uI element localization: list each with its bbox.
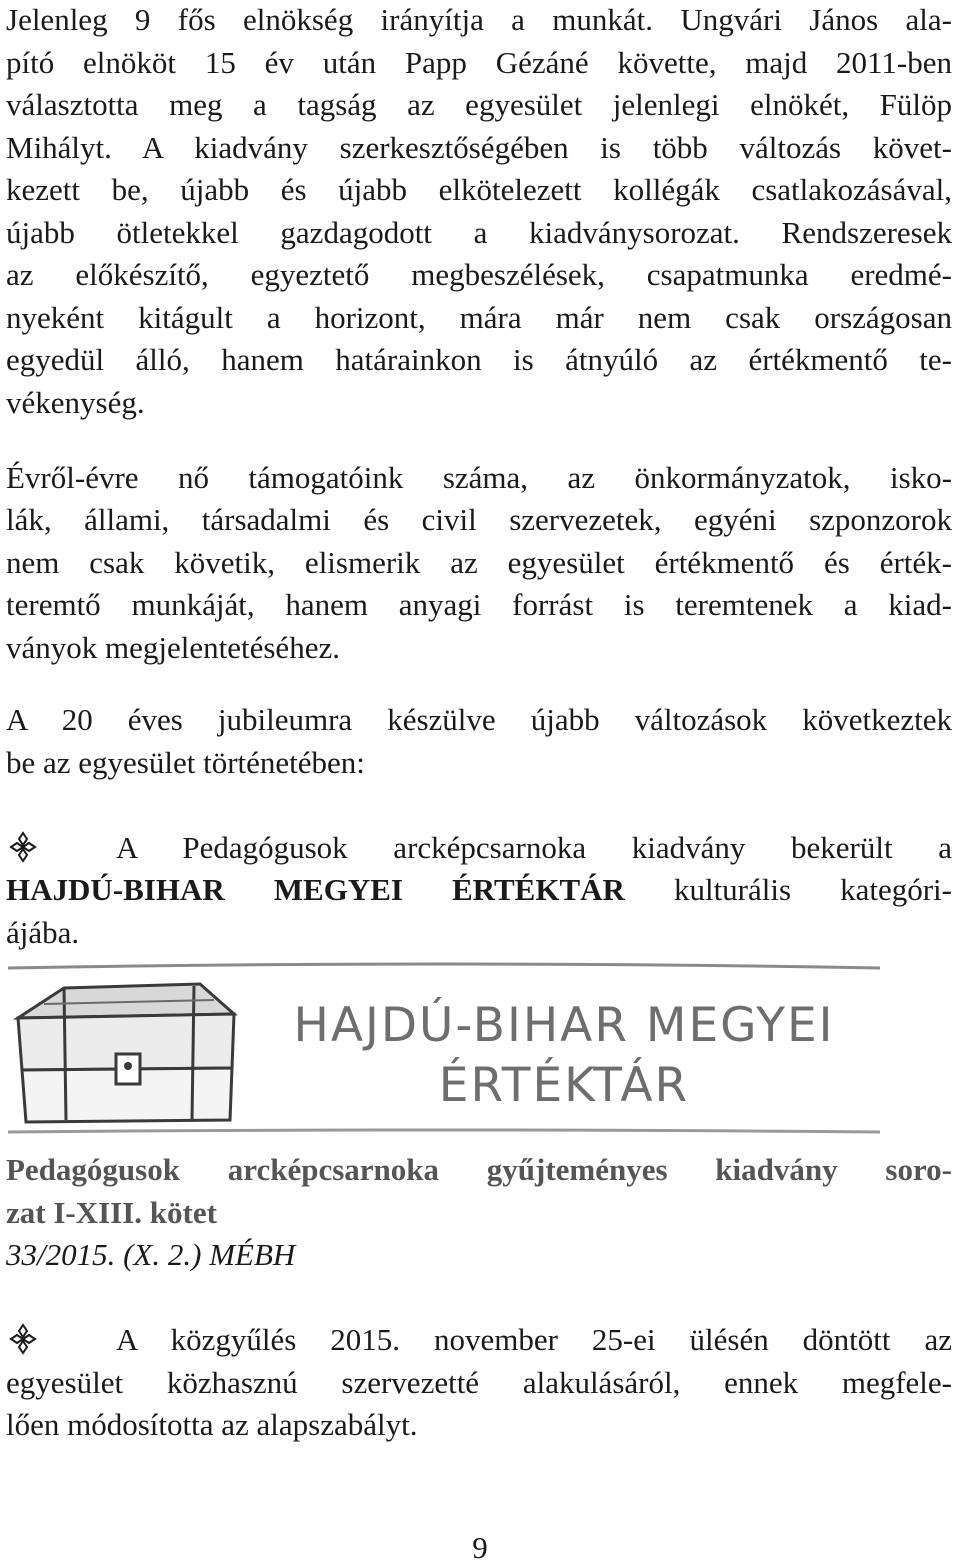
paragraph-line: az előkészítő, egyeztető megbeszélések, csapatmunka eredmé-	[6, 257, 952, 292]
paragraph-line: egyedül álló, hanem határainkon is átnyúló az értékmentő te-	[6, 342, 952, 377]
logo-title-line-2: ÉRTÉKTÁR	[438, 1058, 690, 1113]
treasure-chest-icon	[18, 984, 234, 1122]
paragraph-line: Jelenleg 9 fős elnökség irányítja a munkát. Ungvári János ala-	[6, 2, 952, 37]
paragraph-line: teremtő munkáját, hanem anyagi forrást is teremtenek a kiad-	[6, 587, 952, 622]
paragraph-line: nem csak követik, elismerik az egyesület értékmentő és érték-	[6, 545, 952, 580]
paragraph-line: be az egyesület történetében:	[6, 745, 365, 780]
paragraph-line: nyeként kitágult a horizont, mára már nem csak országosan	[6, 300, 952, 335]
bullet-line	[6, 872, 952, 908]
paragraph-line: kezett be, újabb és újabb elkötelezett kollégák csatlakozásával,	[6, 172, 952, 207]
paragraph-line: A 20 éves jubileumra készülve újabb változások következtek	[6, 702, 952, 737]
logo-title-line-1: HAJDÚ-BIHAR MEGYEI	[293, 998, 835, 1053]
ertektar-logo	[4, 958, 880, 1138]
caption-reference: 33/2015. (X. 2.) MÉBH	[6, 1237, 296, 1272]
diamond-bullet-icon	[6, 830, 40, 864]
diamond-bullet-icon	[6, 1322, 40, 1356]
bullet-line: A közgyűlés 2015. november 25-ei ülésén döntött az	[116, 1322, 952, 1357]
paragraph-line: választotta meg a tagság az egyesület jelenlegi elnökét, Fülöp	[6, 87, 952, 122]
bullet-line: ájába.	[6, 915, 80, 950]
paragraph-line: újabb ötletekkel gazdagodott a kiadványsorozat. Rendszeresek	[6, 215, 952, 250]
bullet-line: A Pedagógusok arcképcsarnoka kiadvány bekerült a	[116, 830, 952, 865]
paragraph-line: Mihályt. A kiadvány szerkesztőségében is több változás követ-	[6, 130, 952, 165]
page-number: 9	[472, 1530, 488, 1565]
paragraph-line: pító elnököt 15 év után Papp Gézáné követte, majd 2011-ben	[6, 45, 952, 80]
paragraph-line: Évről-évre nő támogatóink száma, az önkormányzatok, isko-	[6, 460, 952, 495]
caption-title-line: Pedagógusok arcképcsarnoka gyűjteményes kiadvány soro-	[6, 1152, 952, 1187]
bullet-line: lően módosította az alapszabályt.	[6, 1407, 418, 1442]
value-register-title: HAJDÚ-BIHAR MEGYEI ÉRTÉKTÁR	[6, 872, 625, 907]
paragraph-line: lák, állami, társadalmi és civil szervezetek, egyéni szponzorok	[6, 502, 952, 537]
paragraph-line: vékenység.	[6, 385, 145, 420]
bullet-line-rest: kulturális kategóri-	[624, 872, 952, 907]
caption-title-line: zat I-XIII. kötet	[6, 1195, 217, 1230]
paragraph-line: ványok megjelentetéséhez.	[6, 630, 340, 665]
bullet-line: egyesület közhasznú szervezetté alakulásáról, ennek megfele-	[6, 1365, 952, 1400]
